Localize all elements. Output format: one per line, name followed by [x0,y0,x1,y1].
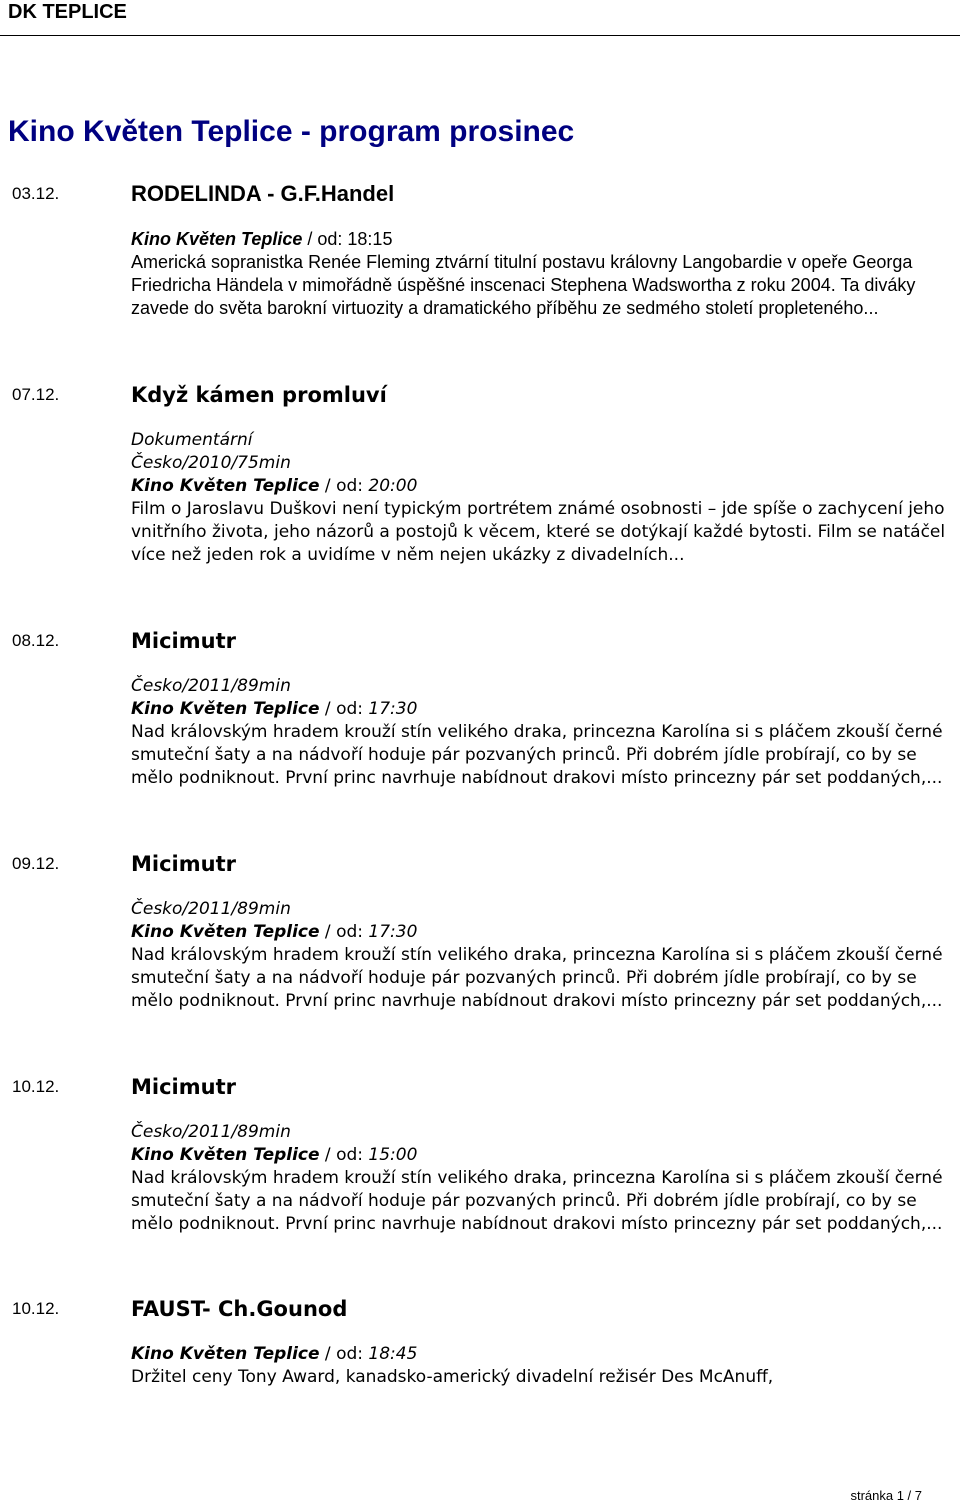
event-venue-line [131,228,951,251]
event-venue-line [131,921,951,944]
event-time: 17:30 [368,699,418,719]
event-time-label: / od: [319,476,369,496]
event-date: 10.12. [12,1299,60,1318]
event-date: 10.12. [12,1077,60,1096]
event-time: 18:15 [347,229,393,249]
event-title: RODELINDA - G.F.Handel [131,181,395,206]
event-title: Micimutr [131,629,236,653]
event-time-label: / od: [319,922,369,942]
event-date: 08.12. [12,631,60,650]
event-title: Micimutr [131,1075,236,1099]
event-venue-line [131,475,951,498]
event-venue: Kino Květen Teplice [131,1344,320,1364]
event-date: 07.12. [12,385,60,404]
event-meta: Česko/2011/89min [131,899,291,919]
event-title: Když kámen promluví [131,383,387,407]
site-title: DK TEPLICE [8,1,127,23]
header-divider [0,35,960,36]
event-time: 18:45 [368,1344,418,1364]
event-date: 03.12. [12,184,60,203]
event-description: Americká sopranistka Renée Fleming ztvární titulní postavu královny Langobardie v opeře Georga Friedricha Händela v mimořádně úspěšné inscenaci Stephena Wadswortha z roku 2004. Ta diváky zavede do světa barokní virtuozity a dramatického příběhu ze sedmého století propleteného... [131,252,916,318]
event-description: Držitel ceny Tony Award, kanadsko-americký divadelní režisér Des McAnuff, [131,1367,774,1387]
event-meta: Česko/2011/89min [131,1122,291,1142]
event-title: Micimutr [131,852,236,876]
event-venue: Kino Květen Teplice [131,229,303,249]
event-time-label: / od: [319,699,369,719]
event-time-label: / od: [319,1344,369,1364]
event-description: Nad královským hradem krouží stín velikého draka, princezna Karolína si s pláčem zkouší černé smuteční šaty a na nádvoří hoduje pár pozvaných princů. Při dobrém jídle probírají, co by se mělo podniknout. První princ navrhuje nabídnout drakovi místo princezny pár set poddaných,... [131,722,943,788]
event-description: Nad královským hradem krouží stín velikého draka, princezna Karolína si s pláčem zkouší černé smuteční šaty a na nádvoří hoduje pár pozvaných princů. Při dobrém jídle probírají, co by se mělo podniknout. První princ navrhuje nabídnout drakovi místo princezny pár set poddaných,... [131,945,943,1011]
event-description: Nad královským hradem krouží stín velikého draka, princezna Karolína si s pláčem zkouší černé smuteční šaty a na nádvoří hoduje pár pozvaných princů. Při dobrém jídle probírají, co by se mělo podniknout. První princ navrhuje nabídnout drakovi místo princezny pár set poddaných,... [131,1168,943,1234]
event-venue: Kino Květen Teplice [131,476,320,496]
event-meta: Česko/2010/75min [131,453,291,473]
event-time: 17:30 [368,922,418,942]
event-venue: Kino Květen Teplice [131,922,320,942]
event-time: 20:00 [368,476,418,496]
event-meta: Česko/2011/89min [131,676,291,696]
event-genre: Dokumentární [131,430,253,450]
page-number: stránka 1 / 7 [850,1488,922,1503]
event-time-label: / od: [302,229,348,249]
event-venue-line [131,1343,951,1366]
page-title: Kino Květen Teplice - program prosinec [8,115,575,148]
event-time: 15:00 [368,1145,418,1165]
event-venue: Kino Květen Teplice [131,1145,320,1165]
event-title: FAUST- Ch.Gounod [131,1297,348,1321]
event-venue: Kino Květen Teplice [131,699,320,719]
event-venue-line [131,698,951,721]
event-time-label: / od: [319,1145,369,1165]
event-venue-line [131,1144,951,1167]
event-date: 09.12. [12,854,60,873]
event-description: Film o Jaroslavu Duškovi není typickým portrétem známé osobnosti – jde spíše o zachycení jeho vnitřního života, jeho názorů a postojů k věcem, které se dotýkají každé bytosti. Film se natáčel více než jeden rok a uvidíme v něm nejen ukázky z divadelních... [131,499,946,565]
